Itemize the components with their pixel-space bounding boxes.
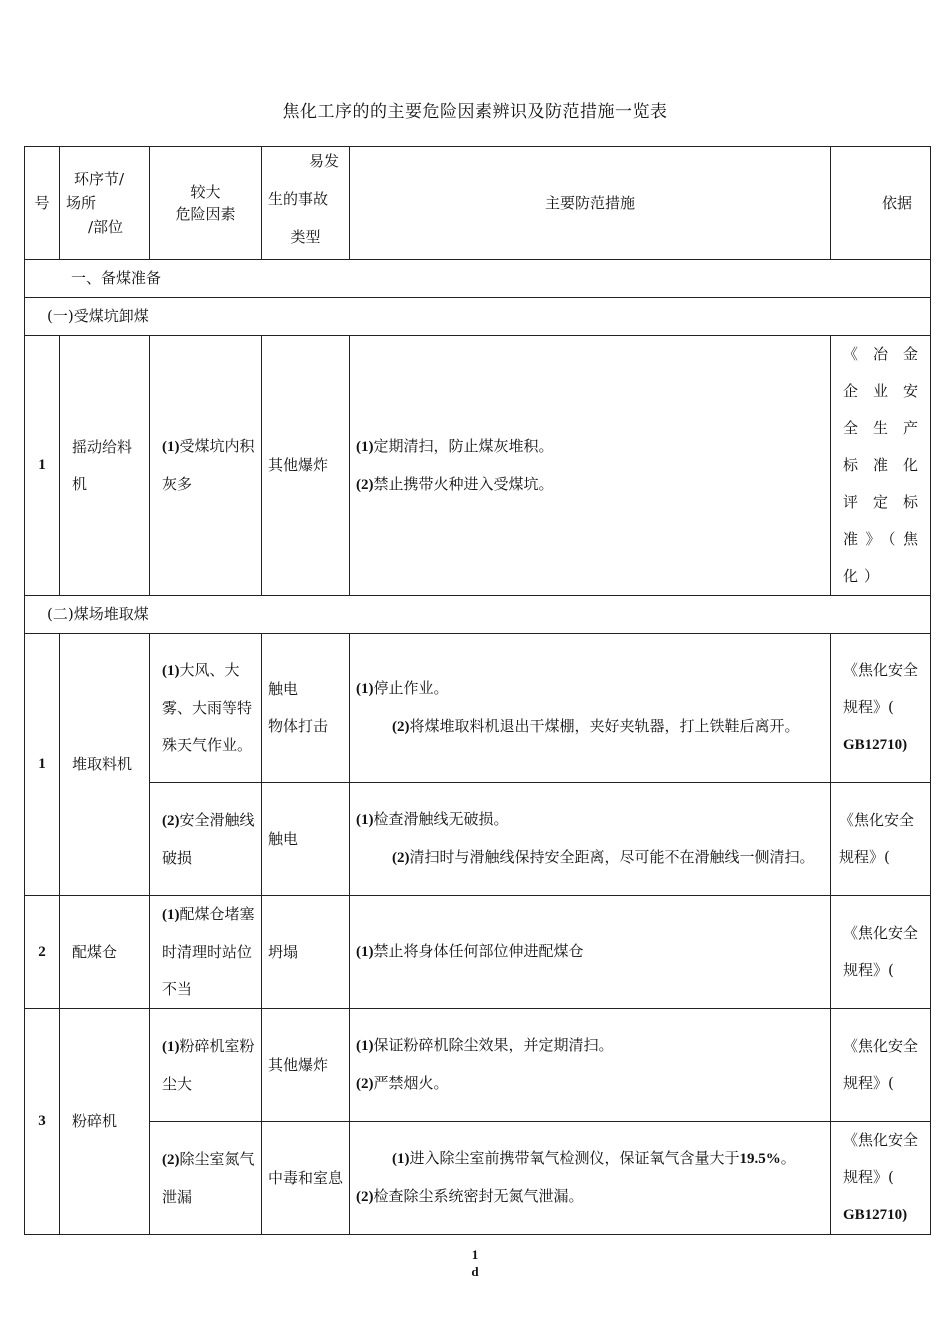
subsection-row	[25, 298, 931, 336]
measure-number: (2)	[356, 1189, 374, 1205]
header-accident	[262, 147, 350, 260]
measure-number: (2)	[356, 1076, 374, 1092]
measure-text: 清扫时与滑触线保持安全距离，尽可能不在滑触线一侧清扫。	[409, 848, 815, 866]
measure-number: (1)	[356, 438, 374, 455]
basis-code: GB12710)	[843, 737, 908, 753]
risk-cell	[150, 896, 262, 1009]
accident-line: 触电	[268, 680, 299, 698]
section-row	[25, 260, 931, 298]
accident-cell: 坍塌	[262, 896, 350, 1009]
accident-cell	[262, 634, 350, 783]
risk-number: (2)	[162, 1151, 180, 1168]
risk-text: 粉碎机室粉尘大	[162, 1036, 255, 1093]
basis-text: 《焦化安全规程》(	[843, 1131, 919, 1186]
basis-cell: 《焦化安全规程》(	[831, 783, 931, 896]
measure-text: 禁止将身体任何部位伸进配煤仓	[373, 942, 584, 960]
section-title: 一、备煤准备	[25, 260, 931, 298]
measures-cell	[350, 336, 831, 596]
measure-item	[356, 1140, 824, 1178]
measure-text: 检查除尘系统密封无氮气泄漏。	[373, 1187, 584, 1205]
page-title: 焦化工序的的主要危险因素辨识及防范措施一览表	[282, 102, 668, 122]
subsection-title: (一)受煤坑卸煤	[25, 298, 931, 336]
measure-value: 19.5	[739, 1151, 766, 1167]
measure-number: (2)	[392, 850, 410, 866]
risk-number: (1)	[162, 907, 180, 923]
measure-item	[356, 933, 824, 971]
basis-cell: 《冶金企业安全生产标准化评定标准》（焦化）	[831, 336, 931, 596]
measure-item	[356, 1027, 824, 1065]
basis-cell: 《焦化安全规程》(	[831, 1009, 931, 1122]
measure-text: 进入除尘室前携带氧气检测仪，保证氧气含量大于	[409, 1149, 740, 1167]
measure-item	[356, 428, 824, 466]
risk-text: 配煤仓堵塞时清理时站位不当	[162, 905, 255, 998]
risk-text: 受煤坑内积灰多	[162, 437, 255, 493]
measure-item	[356, 708, 824, 746]
page-footer	[0, 1246, 950, 1280]
segment-cell: 粉碎机	[60, 1009, 150, 1235]
segment-cell: 堆取料机	[60, 634, 150, 896]
header-segment-line2: 场所	[66, 194, 97, 212]
risk-cell	[150, 634, 262, 783]
measures-cell	[350, 783, 831, 896]
measure-text: 严禁烟火。	[373, 1074, 449, 1092]
risk-text: 除尘室氮气泄漏	[162, 1149, 255, 1206]
table-row	[25, 1009, 931, 1122]
accident-cell: 其他爆炸	[262, 1009, 350, 1122]
measures-cell	[350, 1122, 831, 1235]
basis-cell: 《焦化安全规程》(	[831, 896, 931, 1009]
measure-item	[356, 1065, 824, 1103]
measure-text: 保证粉碎机除尘效果，并定期清扫。	[373, 1036, 614, 1054]
risk-number: (1)	[162, 663, 180, 679]
header-risk-line1: 较大	[190, 183, 221, 201]
header-accident-line3: 类型	[290, 228, 321, 246]
table-header-row	[25, 147, 931, 260]
measure-number: (2)	[356, 476, 374, 493]
measure-text: 禁止携带火种进入受煤坑。	[373, 474, 554, 493]
segment-cell: 配煤仓	[60, 896, 150, 1009]
basis-cell	[831, 1122, 931, 1235]
measure-number: (1)	[356, 944, 374, 960]
risk-text: 安全滑触线破损	[162, 810, 255, 867]
basis-code: GB12710)	[843, 1207, 908, 1223]
header-segment-line3: /部位	[88, 218, 124, 236]
measure-end: 。	[780, 1149, 796, 1167]
accident-cell: 触电	[262, 783, 350, 896]
measure-number: (1)	[356, 1038, 374, 1054]
table-row	[25, 896, 931, 1009]
header-accident-line2: 生的事故	[268, 190, 329, 208]
measure-number: (2)	[392, 719, 410, 735]
hazard-table	[24, 146, 931, 1235]
page-number: 1	[471, 1247, 479, 1262]
measure-item	[356, 1178, 824, 1216]
measure-item	[356, 670, 824, 708]
header-segment	[60, 147, 150, 260]
accident-cell: 其他爆炸	[262, 336, 350, 596]
header-basis: 依据	[831, 147, 931, 260]
measure-text: 将煤堆取料机退出干煤棚，夹好夹轨器，打上铁鞋后离开。	[409, 717, 800, 735]
measure-number: (1)	[356, 681, 374, 697]
risk-cell	[150, 336, 262, 596]
measures-cell	[350, 1009, 831, 1122]
header-risk	[150, 147, 262, 260]
table-row	[25, 783, 931, 896]
measure-number: (1)	[392, 1151, 410, 1167]
measure-text: 定期清扫，防止煤灰堆积。	[373, 436, 554, 455]
measure-number: (1)	[356, 812, 374, 828]
risk-number: (1)	[162, 439, 180, 455]
measure-item	[356, 801, 824, 839]
header-segment-line1: 环序节/	[74, 170, 125, 188]
basis-cell	[831, 634, 931, 783]
accident-line: 物体打击	[268, 717, 329, 735]
risk-number: (2)	[162, 812, 180, 829]
segment-cell: 摇动给料机	[60, 336, 150, 596]
risk-number: (1)	[162, 1038, 180, 1055]
basis-text: 《焦化安全规程》(	[843, 661, 919, 716]
measure-unit: %	[765, 1151, 781, 1167]
risk-text: 大风、大雾、大雨等特殊天气作业。	[162, 661, 253, 754]
subsection-title: (二)煤场堆取煤	[25, 596, 931, 634]
measure-item	[356, 839, 824, 877]
risk-cell	[150, 1009, 262, 1122]
measures-cell	[350, 634, 831, 783]
subsection-row	[25, 596, 931, 634]
measure-text: 停止作业。	[373, 679, 449, 697]
header-risk-line2: 危险因素	[175, 205, 236, 223]
row-number: 1	[25, 336, 60, 596]
row-number: 3	[25, 1009, 60, 1235]
row-number: 1	[25, 634, 60, 896]
measures-cell	[350, 896, 831, 1009]
footer-mark: d	[471, 1264, 479, 1279]
table-row	[25, 1122, 931, 1235]
risk-cell	[150, 1122, 262, 1235]
header-accident-line1: 易发	[308, 152, 339, 170]
header-num: 号	[25, 147, 60, 260]
row-number: 2	[25, 896, 60, 1009]
measure-item	[356, 466, 824, 504]
header-measures: 主要防范措施	[350, 147, 831, 260]
table-row	[25, 336, 931, 596]
table-row	[25, 634, 931, 783]
measure-text: 检查滑触线无破损。	[373, 810, 509, 828]
accident-cell: 中毒和室息	[262, 1122, 350, 1235]
risk-cell	[150, 783, 262, 896]
